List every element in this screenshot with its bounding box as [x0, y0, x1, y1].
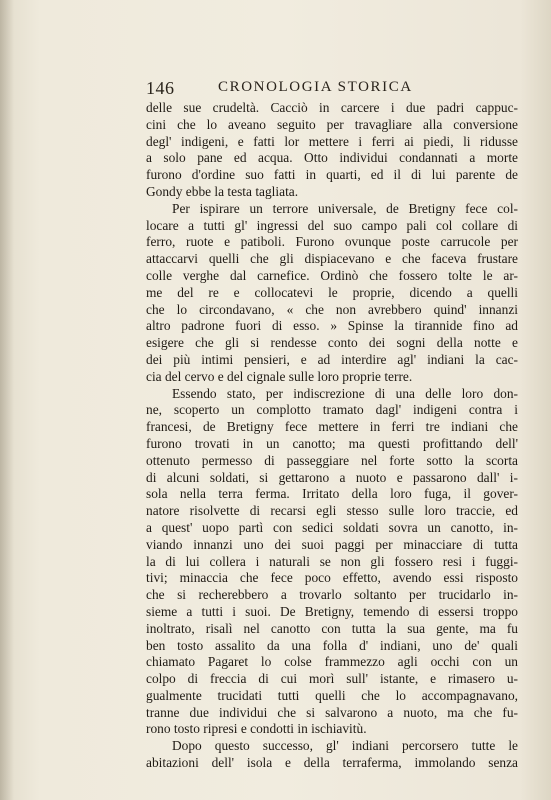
binding-shadow	[0, 0, 14, 800]
text-line: furono d'ordine suo fatti in quarti, ed il di lui parente de	[146, 167, 518, 183]
running-title: CRONOLOGIA STORICA	[218, 79, 413, 95]
text-line: cia del cervo e del cignale sulle loro proprie terre.	[146, 368, 413, 384]
text-line: francesi, de Bretigny fece mettere in ferri tre indiani che	[146, 419, 518, 435]
text-line: viando innanzi uno dei suoi paggi per minacciare di tutta	[146, 536, 518, 552]
text-line: locare a tutti gl' ingressi del suo campo pali col collare di	[146, 217, 518, 233]
text-line: ferro, ruote e patiboli. Furono ovunque poste carrucole per	[146, 234, 518, 250]
text-line: degl' indigeni, e fatti lor mettere i ferri ai piedi, li ridusse	[146, 133, 518, 149]
text-line: dei più intimi pensieri, e ad interdire agl' indiani la cac-	[146, 351, 518, 367]
text-line: furono trovati in un canotto; ma questi profittando dell'	[146, 435, 518, 451]
text-line: delle sue crudeltà. Cacciò in carcere i due padri cappuc-	[146, 100, 518, 115]
text-line: ottenuto permesso di passeggiare nel forte sotto la scorta	[146, 452, 518, 468]
text-line: che si recherebbero a trovarlo soltanto per trucidarlo in-	[146, 587, 518, 603]
text-line: chiamato Pagaret lo colse frammezzo agli occhi con un	[146, 654, 518, 670]
text-line: a solo pane ed acqua. Otto individui condannati a morte	[146, 150, 518, 166]
page-header	[146, 78, 526, 100]
text-line: colle verghe dal carnefice. Ordinò che fossero tolte le ar-	[146, 267, 518, 283]
text-line: gualmente trucidati tutti quelli che lo accompagnavano,	[146, 687, 518, 703]
text-line: ne, scoperto un complotto tramato dagl' indigeni contra i	[146, 402, 518, 418]
text-line: sola nella terra ferma. Irritato della loro fuga, il gover-	[146, 486, 518, 502]
text-line: Essendo stato, per indiscrezione di una delle loro don-	[172, 385, 518, 401]
text-line: me del re e collocatevi le proprie, dicendo a quelli	[146, 284, 518, 300]
body-text	[146, 100, 518, 772]
text-line: attaccarvi quelli che gli dispiacevano e che faceva frustare	[146, 251, 518, 267]
text-line: natore risolvette di recarsi egli stesso sulle loro traccie, ed	[146, 503, 518, 519]
text-line: Gondy ebbe la testa tagliata.	[146, 183, 299, 199]
paragraph	[146, 738, 518, 772]
text-line: rono tosto ripresi e condotti in ischiavitù.	[146, 721, 367, 737]
text-line: esigere che gli si rendesse conto dei sogni della notte e	[146, 335, 518, 351]
text-line: colpo di freccia di cui morì sull' istante, e rimasero u-	[146, 671, 518, 687]
text-line: ben tosto assalito da una folla d' indiani, uno de' quali	[146, 637, 518, 653]
text-line: tranne due individui che si salvarono a nuoto, ma che fu-	[146, 704, 518, 720]
text-line: sieme a tutti i suoi. De Bretigny, temendo di essersi troppo	[146, 603, 518, 619]
text-line: altro padrone fuori di esso. » Spinse la tirannide fino ad	[146, 318, 518, 334]
text-line: cini che lo aveano seguito per travagliare alla conversione	[146, 116, 518, 132]
text-line: Per ispirare un terrore universale, de Bretigny fece col-	[172, 200, 518, 216]
text-line: inoltrato, risalì nel canotto con tutta la sua gente, ma fu	[146, 620, 518, 636]
text-line: a quest' uopo partì con sedici soldati sovra un canotto, in-	[146, 519, 518, 535]
text-line: tivi; minaccia che fece poco effetto, avendo essi risposto	[146, 570, 518, 586]
paragraph	[146, 100, 518, 201]
paragraph	[146, 201, 518, 386]
paragraph	[146, 386, 518, 739]
text-line: la di lui collera i naturali se non gli fossero resi i fuggi-	[146, 553, 518, 569]
text-line: che lo circondavano, « che non avrebbero quind' innanzi	[146, 301, 518, 317]
text-line: Dopo questo successo, gl' indiani percorsero tutte le	[172, 738, 518, 754]
page-number: 146	[146, 78, 175, 98]
text-line: abitazioni dell' isola e della terraferma, immolando senza	[146, 755, 518, 771]
text-line: di alcuni soldati, si gettarono a nuoto e passarono dall' i-	[146, 469, 518, 485]
